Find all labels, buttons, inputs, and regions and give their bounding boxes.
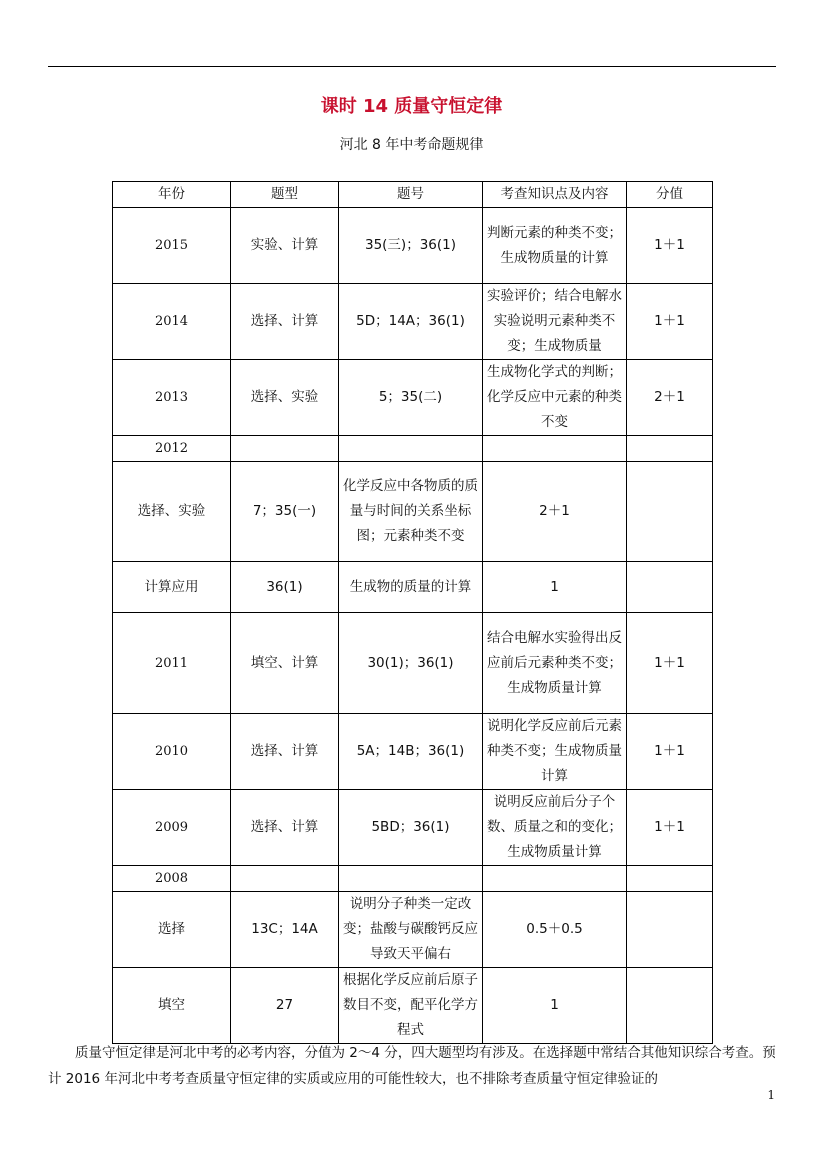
cell-type: 7；35(一) [231,462,339,562]
cell-score: 1＋1 [627,613,713,714]
cell-number: 化学反应中各物质的质量与时间的关系坐标图；元素种类不变 [339,462,483,562]
cell-content: 0.5＋0.5 [483,892,627,968]
cell-number: 35(三)；36(1) [339,208,483,284]
cell-year: 2014 [113,284,231,360]
cell-year: 2012 [113,436,231,462]
cell-content [483,436,627,462]
cell-score: 1＋1 [627,790,713,866]
header-rule [48,66,776,67]
cell-year: 2009 [113,790,231,866]
cell-content: 结合电解水实验得出反应前后元素种类不变；生成物质量计算 [483,613,627,714]
table-row [113,208,713,284]
table-row [113,714,713,790]
cell-year: 2015 [113,208,231,284]
cell-number: 5；35(二) [339,360,483,436]
table-row [113,284,713,360]
header-score: 分值 [627,182,713,208]
cell-score [627,866,713,892]
header-number: 题号 [339,182,483,208]
cell-score [627,892,713,968]
cell-type: 填空、计算 [231,613,339,714]
cell-year: 2008 [113,866,231,892]
cell-score: 2＋1 [627,360,713,436]
cell-year: 填空 [113,968,231,1044]
table-row [113,562,713,613]
header-year: 年份 [113,182,231,208]
cell-year: 2011 [113,613,231,714]
cell-score [627,562,713,613]
cell-content: 生成物化学式的判断；化学反应中元素的种类不变 [483,360,627,436]
table-row [113,436,713,462]
cell-number: 说明分子种类一定改变；盐酸与碳酸钙反应导致天平偏右 [339,892,483,968]
page-number: 1 [767,1088,775,1102]
cell-number [339,866,483,892]
exam-pattern-table [112,181,713,1044]
cell-year: 2010 [113,714,231,790]
cell-content: 说明化学反应前后元素种类不变；生成物质量计算 [483,714,627,790]
cell-number [339,436,483,462]
cell-content: 2＋1 [483,462,627,562]
table-row [113,790,713,866]
cell-type [231,866,339,892]
cell-score [627,436,713,462]
cell-score: 1＋1 [627,714,713,790]
header-content: 考查知识点及内容 [483,182,627,208]
cell-type: 选择、计算 [231,790,339,866]
table-row [113,462,713,562]
cell-score [627,968,713,1044]
cell-type: 27 [231,968,339,1044]
cell-year: 计算应用 [113,562,231,613]
table-row [113,892,713,968]
cell-year: 2013 [113,360,231,436]
cell-type: 实验、计算 [231,208,339,284]
table-row [113,968,713,1044]
header-type: 题型 [231,182,339,208]
cell-type: 36(1) [231,562,339,613]
cell-year: 选择、实验 [113,462,231,562]
cell-year: 选择 [113,892,231,968]
cell-content: 判断元素的种类不变；生成物质量的计算 [483,208,627,284]
cell-type: 13C；14A [231,892,339,968]
page-title: 课时 14 质量守恒定律 [320,96,503,117]
table-header-row [113,182,713,208]
cell-number: 5BD；36(1) [339,790,483,866]
cell-number: 5D；14A；36(1) [339,284,483,360]
cell-score: 1＋1 [627,208,713,284]
cell-score: 1＋1 [627,284,713,360]
cell-number: 根据化学反应前后原子数目不变，配平化学方程式 [339,968,483,1044]
summary-paragraph: 质量守恒定律是河北中考的必考内容，分值为 2～4 分，四大题型均有涉及。在选择题中常结合其他知识综合考查。预计 2016 年河北中考考查质量守恒定律的实质或应用的可能性较大，也不排除考查质量守恒定律验证的 [48,1045,776,1087]
cell-content: 说明反应前后分子个数、质量之和的变化；生成物质量计算 [483,790,627,866]
cell-type: 选择、计算 [231,284,339,360]
table-row [113,613,713,714]
page-subtitle: 河北 8 年中考命题规律 [339,137,484,153]
cell-number: 30(1)；36(1) [339,613,483,714]
cell-number: 生成物的质量的计算 [339,562,483,613]
table-row [113,866,713,892]
cell-content [483,866,627,892]
cell-content: 1 [483,968,627,1044]
cell-type: 选择、实验 [231,360,339,436]
table-row [113,360,713,436]
cell-number: 5A；14B；36(1) [339,714,483,790]
cell-type [231,436,339,462]
cell-score [627,462,713,562]
cell-content: 1 [483,562,627,613]
cell-type: 选择、计算 [231,714,339,790]
cell-content: 实验评价；结合电解水实验说明元素种类不变；生成物质量 [483,284,627,360]
